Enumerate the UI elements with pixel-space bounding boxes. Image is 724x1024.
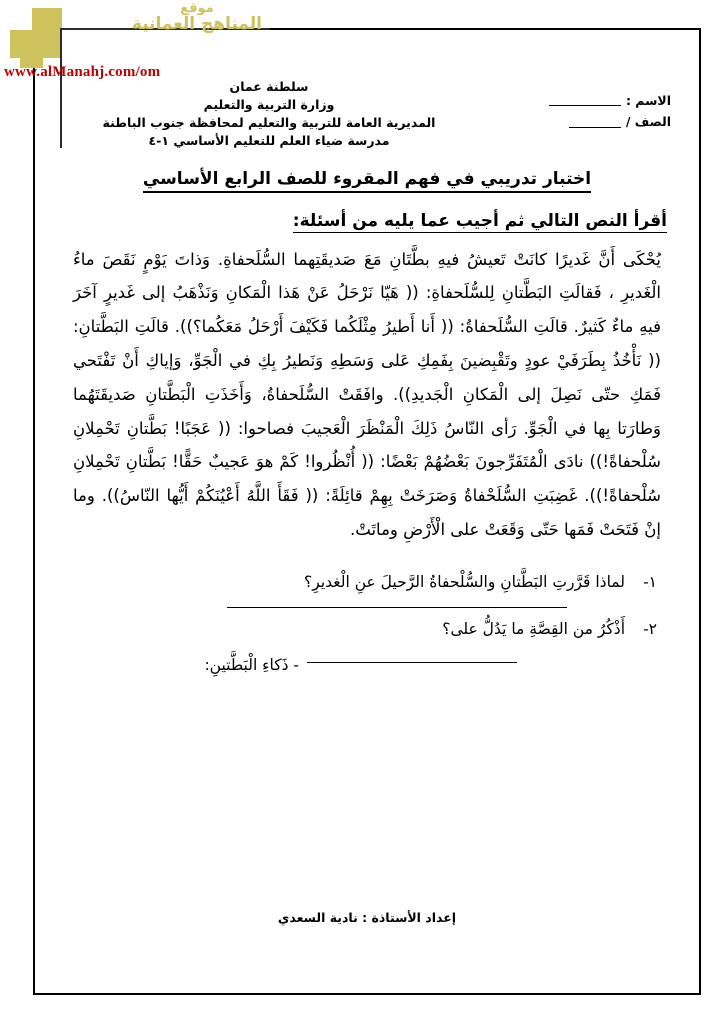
student-name-field[interactable] — [489, 90, 671, 111]
student-class-label: الصف / — [625, 114, 671, 130]
document-body — [35, 30, 699, 993]
student-name-blank[interactable] — [549, 105, 621, 106]
watermark-text — [132, 2, 262, 33]
student-class-blank[interactable] — [569, 127, 621, 128]
student-info-fields — [489, 78, 671, 133]
school-name-line: مدرسة ضياء العلم للتعليم الأساسي ١-٤ — [148, 133, 390, 149]
question-2-line — [77, 620, 657, 638]
instruction-text: أقرأ النص التالي ثم أجيب عما يليه من أسئلة: — [292, 210, 667, 231]
directorate-line: المديرية العامة للتربية والتعليم لمحافظة جنوب الباطنة — [102, 115, 436, 131]
question-item-1 — [77, 573, 657, 608]
question-2-answer-blank[interactable] — [307, 662, 517, 663]
watermark-divider-vertical — [60, 28, 62, 148]
question-2-number: ٢- — [643, 619, 657, 638]
question-1-text: لماذا قَرَّرتِ البَطَّتانِ والسُّلْحفاةُ الرَّحيلَ عنِ الْغديرِ؟ — [304, 572, 625, 591]
watermark-url[interactable]: www.alManahj.com/om — [4, 64, 161, 80]
reading-passage: يُحْكَى أَنَّ غَديرًا كانَتْ تَعيشُ فيهِ بطَّتَانِ مَعَ صَديقَتِهما السُّلَحفاةِ. وَذاتَ يَوْمٍ نَقَصَ ماءُ الْغَديرِ ، فَقالَتِ البَطَّتانِ لِلسُّلَحفاةِ: (( هَيّا نَرْحَلُ عَنْ هَذا الْمَكانِ وَنَذْهَبُ إلى غَديرٍ آخَرَ فيهِ ماءٌ كَثيرٌ. قالَتِ السُّلَحفاةُ: (( أَنا أَطيرُ مِثْلَكُما فَكَيْفَ أَرْحَلُ مَعَكُما؟)). قالَتِ البَطَّتانِ: (( نَأْخُذُ بِطَرَفَيْ عودٍ وتَقْبِضينَ بِفَمِكِ عَلى وَسَطِهِ وَنَطيرُ بِكِ في الْجَوِّ، وَإياكِ أَنْ تَفْتَحي فَمَكِ حتّى نَصِلَ إلى الْمَكانِ الْجَديدِ)). وافَقَتْ السُّلَحفاةُ، وَأَخَذَتِ الْبَطَّتانِ صَديقَتَهُما وَطارَتا بِها في الْجَوِّ. رَأى النّاسُ ذَلِكَ الْمَنْظَرَ الْعَجيبَ فصاحوا: (( عَجَبًا! بَطَّتانِ تَحْمِلانِ سُلْحفاةً!)) نادَى الْمُتَفَرِّجونَ بَعْضُهُمْ بَعْضًا: (( أُنْظُروا! كَمْ هوَ عَجيبٌ حَقًّا! بَطَّتانِ تَحْمِلانِ سُلْحفاةً!)). غَضِبَتِ السُّلَحْفاةُ وَصَرَخَتْ بِهِمْ قائِلَةً: (( فَقَأَ اللَّهُ أَعْيُنَكُمْ أَيُّها النّاسُ)). وما إنْ فَتَحَتْ فَمَها حَتّى وَقَعَتْ على الْأَرْضِ وماتَتْ. — [73, 249, 661, 539]
exam-title-text: اختبار تدريبي في فهم المقروء للصف الرابع الأساسي — [143, 169, 591, 193]
question-2-sub-label: - ذَكاءِ الْبَطَّتينِ: — [204, 655, 299, 674]
question-1-line — [77, 573, 657, 591]
question-2-sub-answer — [77, 656, 657, 674]
prepared-by-footer: إعداد الأستاذة : نادية السعدي — [277, 910, 457, 925]
questions-section — [59, 573, 675, 674]
instruction-line — [59, 211, 675, 231]
student-name-label: الاسم : — [625, 93, 671, 108]
question-item-2 — [77, 620, 657, 674]
question-1-answer-blank[interactable] — [227, 607, 567, 608]
country-line: سلطنة عمان — [229, 79, 309, 94]
watermark-line-1: موقع — [180, 1, 214, 16]
ministry-line: وزارة التربية والتعليم — [203, 97, 335, 113]
watermark-line-2: المناهج العمانية — [131, 13, 262, 34]
site-watermark — [0, 0, 270, 95]
question-1-number: ١- — [643, 572, 657, 591]
student-class-field[interactable] — [489, 111, 671, 132]
question-2-text: أَذْكُرُ من القِصَّةِ ما يَدُلُّ على؟ — [442, 619, 625, 638]
page-title — [59, 169, 675, 189]
document-page-frame — [33, 28, 701, 995]
